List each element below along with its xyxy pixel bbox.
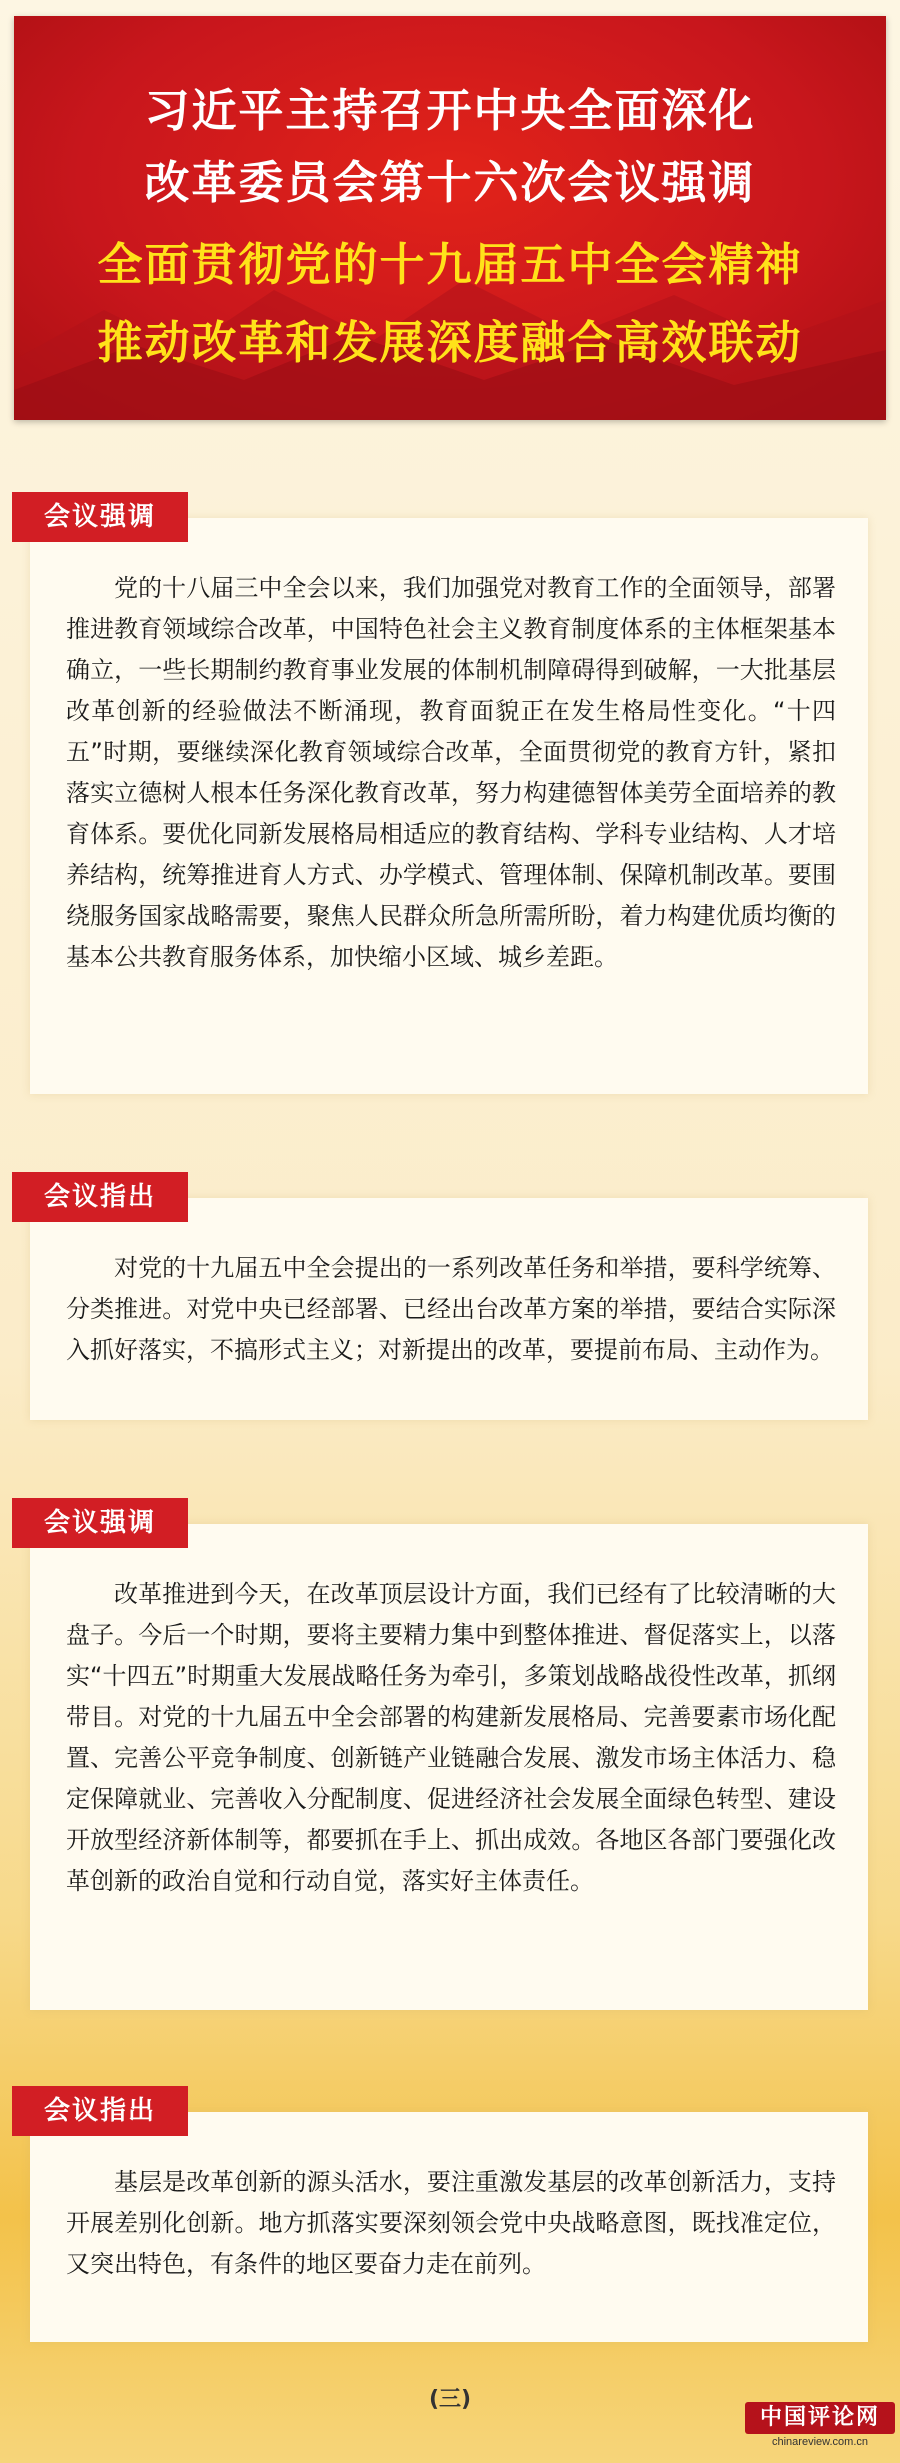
headline-line-2: 改革委员会第十六次会议强调 — [144, 156, 756, 209]
section-text: 对党的十九届五中全会提出的一系列改革任务和举措，要科学统筹、分类推进。对党中央已经部署、已经出台改革方案的举措，要结合实际深入抓好落实，不搞形式主义；对新提出的改革，要提前布局、主动作为。 — [66, 1254, 836, 1364]
title-banner — [14, 16, 886, 420]
section-text: 党的十八届三中全会以来，我们加强党对教育工作的全面领导，部署推进教育领域综合改革，中国特色社会主义教育制度体系的主体框架基本确立，一些长期制约教育事业发展的体制机制障碍得到破解，一大批基层改革创新的经验做法不断涌现，教育面貌正在发生格局性变化。“十四五”时期，要继续深化教育领域综合改革，全面贯彻党的教育方针，紧扣落实立德树人根本任务深化教育改革，努力构建德智体美劳全面培养的教育体系。要优化同新发展格局相适应的教育结构、学科专业结构、人才培养结构，统筹推进育人方式、办学模式、管理体制、保障机制改革。要围绕服务国家战略需要，聚焦人民群众所急所需所盼，着力构建优质均衡的基本公共教育服务体系，加快缩小区域、城乡差距。 — [66, 574, 836, 971]
section-card — [30, 1508, 868, 2010]
section-text: 基层是改革创新的源头活水，要注重激发基层的改革创新活力，支持开展差别化创新。地方抓落实要深刻领会党中央战略意图，既找准定位，又突出特色，有条件的地区要奋力走在前列。 — [66, 2168, 836, 2278]
section-card — [30, 2096, 868, 2342]
headline-line-4: 推动改革和发展深度融合高效联动 — [97, 316, 803, 369]
headline-line-1: 习近平主持召开中央全面深化 — [144, 84, 756, 137]
page-number: (三) — [428, 2387, 472, 2412]
section-text: 改革推进到今天，在改革顶层设计方面，我们已经有了比较清晰的大盘子。今后一个时期，要将主要精力集中到整体推进、督促落实上，以落实“十四五”时期重大发展战略任务为牵引，多策划战略战役性改革，抓纲带目。对党的十九届五中全会部署的构建新发展格局、完善要素市场化配置、完善公平竞争制度、创新链产业链融合发展、激发市场主体活力、稳定保障就业、完善收入分配制度、促进经济社会发展全面绿色转型、建设开放型经济新体制等，都要抓在手上、抓出成效。各地区各部门要强化改革创新的政治自觉和行动自觉，落实好主体责任。 — [66, 1580, 836, 1895]
headline-line-3: 全面贯彻党的十九届五中全会精神 — [97, 238, 803, 291]
site-logo[interactable] — [745, 2402, 895, 2457]
section-card — [30, 502, 868, 1094]
logo-text: 中国评论网 — [745, 2402, 895, 2434]
section-card — [30, 1182, 868, 1420]
section-tag: 会议指出 — [12, 1172, 188, 1222]
section-tag: 会议强调 — [12, 492, 188, 542]
section-tag: 会议指出 — [12, 2086, 188, 2136]
section-tag: 会议强调 — [12, 1498, 188, 1548]
logo-url: chinareview.com.cn — [772, 2436, 868, 2448]
